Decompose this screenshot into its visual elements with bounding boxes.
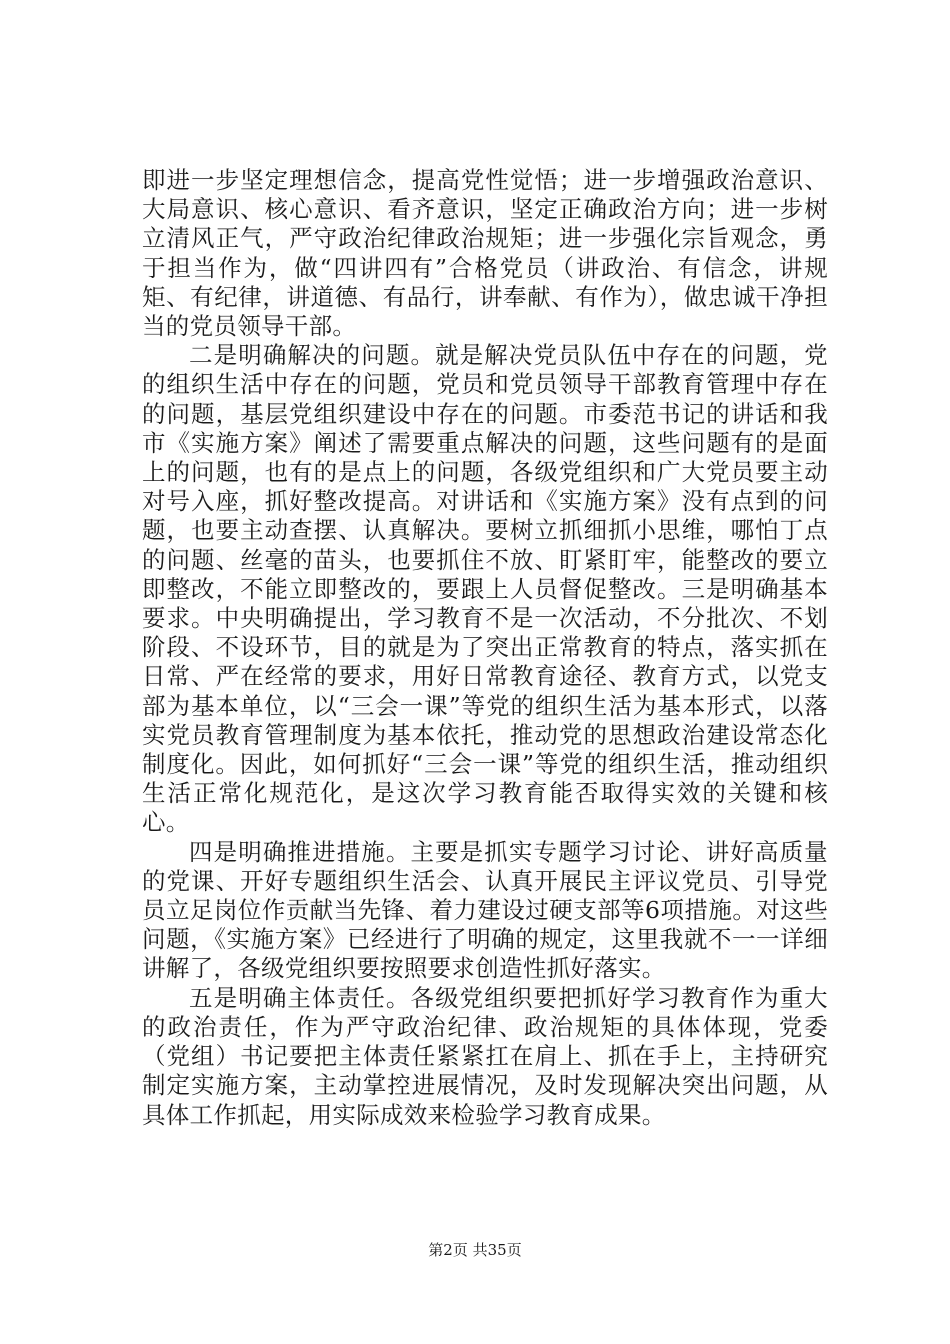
paragraph-2: 二是明确解决的问题。就是解决党员队伍中存在的问题，党的组织生活中存在的问题，党员和党员领导干部教育管理中存在的问题，基层党组织建设中存在的问题。市委范书记的讲话和我市《实施方案》阐述了需要重点解决的问题，这些问题有的是面上的问题，也有的是点上的问题，各级党组织和广大党员要主动对号入座，抓好整改提高。对讲话和《实施方案》没有点到的问题，也要主动查摆、认真解决。要树立抓细抓小思维，哪怕丁点的问题、丝毫的苗头，也要抓住不放、盯紧盯牢，能整改的要立即整改，不能立即整改的，要跟上人员督促整改。三是明确基本要求。中央明确提出，学习教育不是一次活动，不分批次、不划阶段、不设环节，目的就是为了突出正常教育的特点，落实抓在日常、严在经常的要求，用好日常教育途径、教育方式，以党支部为基本单位，以“三会一课”等党的组织生活为基本形式，以落实党员教育管理制度为基本依托，推动党的思想政治建设常态化制度化。因此，如何抓好“三会一课”等党的组织生活，推动组织生活正常化规范化，是这次学习教育能否取得实效的关键和核心。: [142, 341, 828, 837]
document-body: [142, 166, 828, 1130]
paragraph-3: 四是明确推进措施。主要是抓实专题学习讨论、讲好高质量的党课、开好专题组织生活会、认真开展民主评议党员、引导党员立足岗位作贡献当先锋、着力建设过硬支部等6项措施。对这些问题，《实施方案》已经进行了明确的规定，这里我就不一一详细讲解了，各级党组织要按照要求创造性抓好落实。: [142, 837, 828, 983]
paragraph-1: 即进一步坚定理想信念，提高党性觉悟；进一步增强政治意识、大局意识、核心意识、看齐意识，坚定正确政治方向；进一步树立清风正气，严守政治纪律政治规矩；进一步强化宗旨观念，勇于担当作为，做“四讲四有”合格党员（讲政治、有信念，讲规矩、有纪律，讲道德、有品行，讲奉献、有作为），做忠诚干净担当的党员领导干部。: [142, 166, 828, 341]
paragraph-4: 五是明确主体责任。各级党组织要把抓好学习教育作为重大的政治责任，作为严守政治纪律、政治规矩的具体体现，党委（党组）书记要把主体责任紧紧扛在肩上、抓在手上，主持研究制定实施方案，主动掌控进展情况，及时发现解决突出问题，从具体工作抓起，用实际成效来检验学习教育成果。: [142, 983, 828, 1129]
page-footer: 第2页 共35页: [428, 1241, 522, 1259]
